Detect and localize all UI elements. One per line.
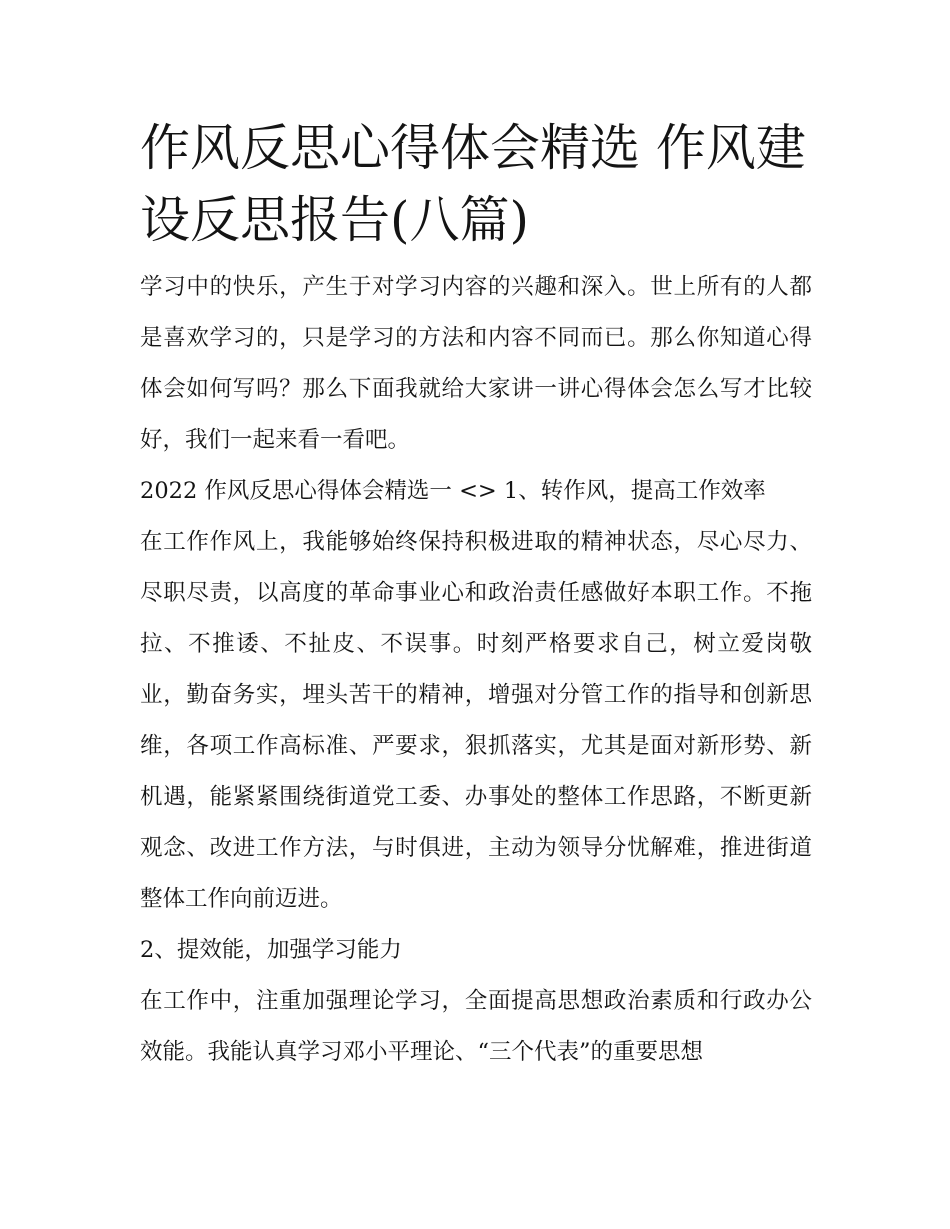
- section-paragraph-2: 在工作中，注重加强理论学习，全面提高思想政治素质和行政办公效能。我能认真学习邓小平理论、“三个代表”的重要思想: [140, 988, 812, 1065]
- document-body: [140, 112, 812, 1078]
- section-heading-2: 2、提效能，加强学习能力: [140, 937, 402, 963]
- section-paragraph-1: 在工作作风上，我能够始终保持积极进取的精神状态，尽心尽力、尽职尽责，以高度的革命事业心和政治责任感做好本职工作。不拖拉、不推诿、不扯皮、不误事。时刻严格要求自己，树立爱岗敬业，勤奋务实，埋头苦干的精神，增强对分管工作的指导和创新思维，各项工作高标准、严要求，狠抓落实，尤其是面对新形势、新机遇，能紧紧围绕街道党工委、办事处的整体工作思路，不断更新观念、改进工作方法，与时俱进，主动为领导分忧解难，推进街道整体工作向前迈进。: [140, 529, 812, 912]
- document-title: 作风反思心得体会精选 作风建设反思报告(八篇): [140, 119, 806, 249]
- section-heading-1: 2022 作风反思心得体会精选一 <> 1、转作风，提高工作效率: [140, 478, 766, 504]
- intro-paragraph: 学习中的快乐，产生于对学习内容的兴趣和深入。世上所有的人都是喜欢学习的，只是学习的方法和内容不同而已。那么你知道心得体会如何写吗？那么下面我就给大家讲一讲心得体会怎么写才比较好，我们一起来看一看吧。: [140, 274, 812, 453]
